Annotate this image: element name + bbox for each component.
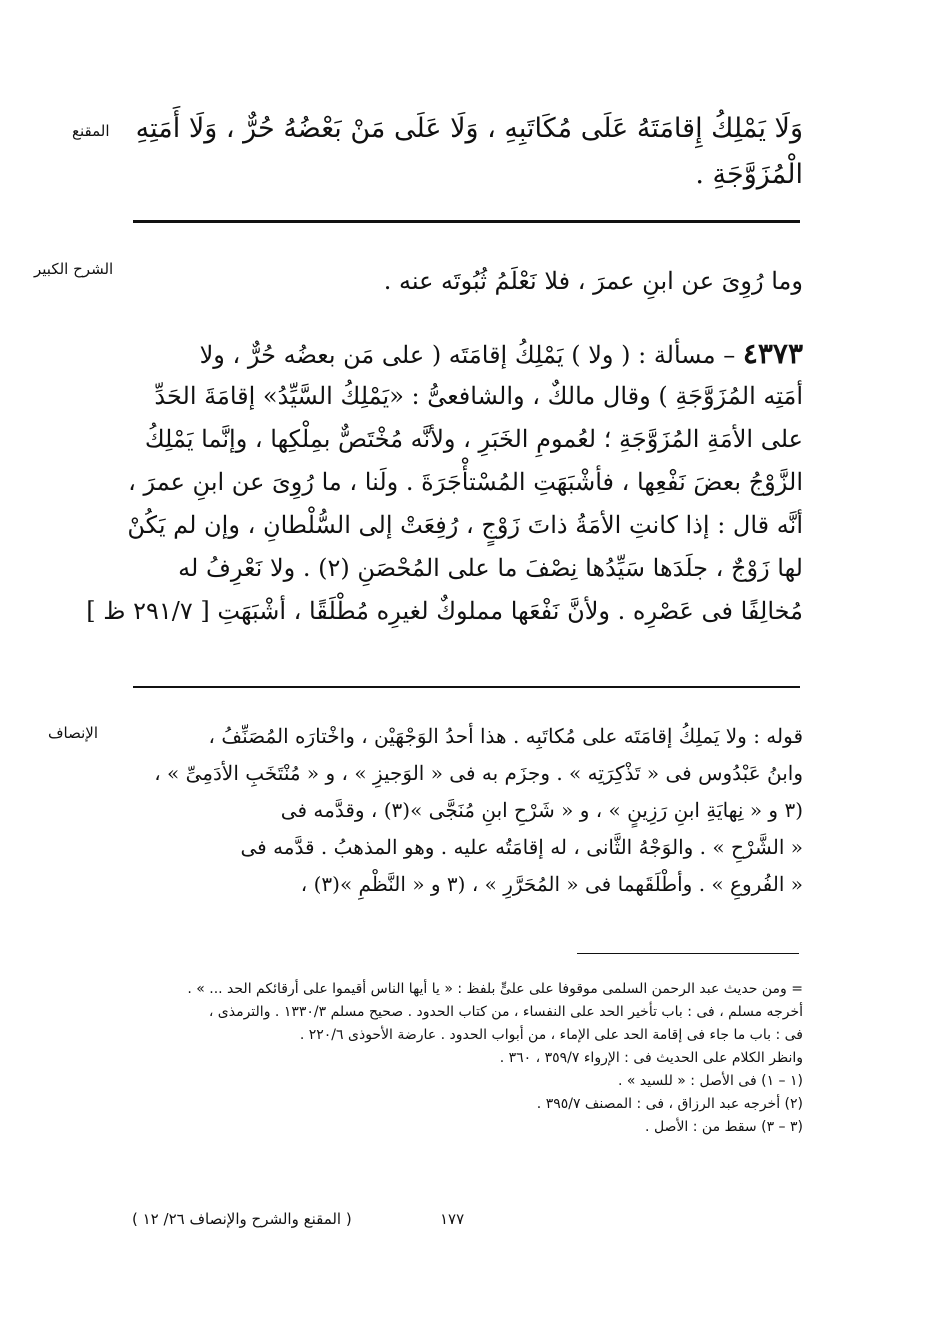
footnote-line: وانظر الكلام على الحديث فى : الإرواء ٣٥٩/٧ ، ٣٦٠ . — [499, 1050, 803, 1066]
section-divider — [133, 686, 800, 688]
sharh-line: الزَّوْجُ بعضَ نَفْعِها ، فأشْبَهَتِ المُسْتأْجَرَةَ . ولَنا ، ما رُوِىَ عن ابنِ عمرَ ، — [128, 468, 803, 496]
label-muqni: المقنع — [72, 122, 110, 140]
sharh-line: لها زَوْجٌ ، جلَدَها سَيِّدُها نِصْفَ ما على المُحْصَنِ (٢) . ولا نَعْرِفُ له — [178, 554, 803, 582]
sharh-intro: وما رُوِىَ عن ابنِ عمرَ ، فلا نَعْلَمُ ثُبُوتَه عنه . — [383, 267, 803, 295]
muqni-line: وَلَا يَمْلِكُ إِقامَتَهُ عَلَى مُكَاتَبِهِ ، وَلَا عَلَى مَنْ بَعْضُهُ حُرٌّ ، وَلَا أَمَتِهِ — [135, 113, 803, 144]
insaf-line: « الشَّرْحِ » . والوَجْهُ الثَّانى ، له إقامَتُه عليه . وهو المذهبُ . قدَّمه فى — [240, 835, 803, 859]
insaf-line: (٣ و « نِهايَةِ ابنِ رَزِينٍ » ، و « شَرْحِ ابنِ مُنَجَّى »(٣) ، وقدَّمه فى — [280, 798, 803, 822]
muqni-line: الْمُزَوَّجَةِ . — [695, 159, 803, 190]
footnote-line: = ومن حديث عبد الرحمن السلمى موقوفا على علىٍّ بلفظ : « يا أيها الناس أقيموا على أرقائكم الحد ... » . — [187, 981, 803, 997]
footnote-line: أخرجه مسلم ، فى : باب تأخير الحد على النفساء ، من كتاب الحدود . صحيح مسلم ١٣٣٠/٣ . والترمذى ، — [208, 1004, 803, 1020]
label-sharh: الشرح الكبير — [34, 260, 114, 278]
issue-heading: – مسألة : ( ولا ) يَمْلِكُ إقامَتَه ( على مَن بعضُه حُرٌّ ، ولا — [199, 341, 736, 369]
label-insaf: الإنصاف — [48, 724, 99, 742]
footnote-line: فى : باب ما جاء فى إقامة الحد على الإماء ، من أبواب الحدود . عارضة الأحوذى ٢٢٠/٦ . — [299, 1027, 803, 1043]
sharh-line: أنَّه قال : إذا كانتِ الأمَةُ ذاتَ زَوْجٍ ، رُفِعَتْ إلى السُّلْطانِ ، وإن لم يَكُنْ — [127, 511, 803, 539]
sharh-line: أمَتِه المُزَوَّجَةِ ) وقال مالكٌ ، والشافعىُّ : «يَمْلِكُ السَّيِّدُ» إقامَةَ الحَدِّ — [154, 382, 803, 410]
section-divider — [133, 220, 800, 223]
sharh-issue — [86, 332, 803, 633]
sharh-line: مُخالِفًا فى عَصْرِه . ولأنَّ نَفْعَها مملوكٌ لغيرِه مُطْلَقًا ، أشْبَهَتِ [ ٢٩١/٧ ظ ] — [86, 597, 803, 625]
footnote-divider — [577, 953, 799, 954]
insaf-text — [133, 718, 803, 903]
page-number: ١٧٧ — [440, 1210, 465, 1228]
insaf-line: « الفُروعِ » . وأطْلَقَهما فى « المُحَرَّرِ » ، (٣ و « النَّظْمِ »(٣) ، — [300, 872, 803, 896]
insaf-line: قوله : ولا يَملِكُ إقامَتَه على مُكاتَبِه . هذا أحدُ الوَجْهَيْن ، واخْتارَه المُصَنِّفُ ، — [208, 724, 803, 748]
footnote-line: (٣ – ٣) سقط من : الأصل . — [645, 1119, 803, 1135]
issue-number: ٤٣٧٣ — [742, 337, 803, 370]
insaf-line: وابنُ عَبْدُوس فى « تَذْكِرَتِه » . وجزَم به فى « الوَجيزِ » ، و « مُنْتَخَبِ الأدَمِىِّ » ، — [154, 761, 803, 785]
sharh-text — [133, 260, 803, 303]
sharh-line: على الأمَةِ المُزَوَّجَةِ ؛ لعُمومِ الخَبَرِ ، ولأنَّه مُخْتَصٌّ بمِلْكِها ، وإنَّما يَمْلِكُ — [144, 425, 803, 453]
footnote-line: (٢) أخرجه عبد الرزاق ، فى : المصنف ٣٩٥/٧ . — [536, 1096, 803, 1112]
footnote-line: (١ – ١) فى الأصل : « للسيد » . — [617, 1073, 803, 1089]
volume-reference: ( المقنع والشرح والإنصاف ٢٦/ ١٢ ) — [132, 1210, 352, 1228]
sharh-issue-first-line — [133, 332, 803, 375]
muqni-text — [133, 106, 803, 198]
footnotes — [133, 978, 803, 1139]
